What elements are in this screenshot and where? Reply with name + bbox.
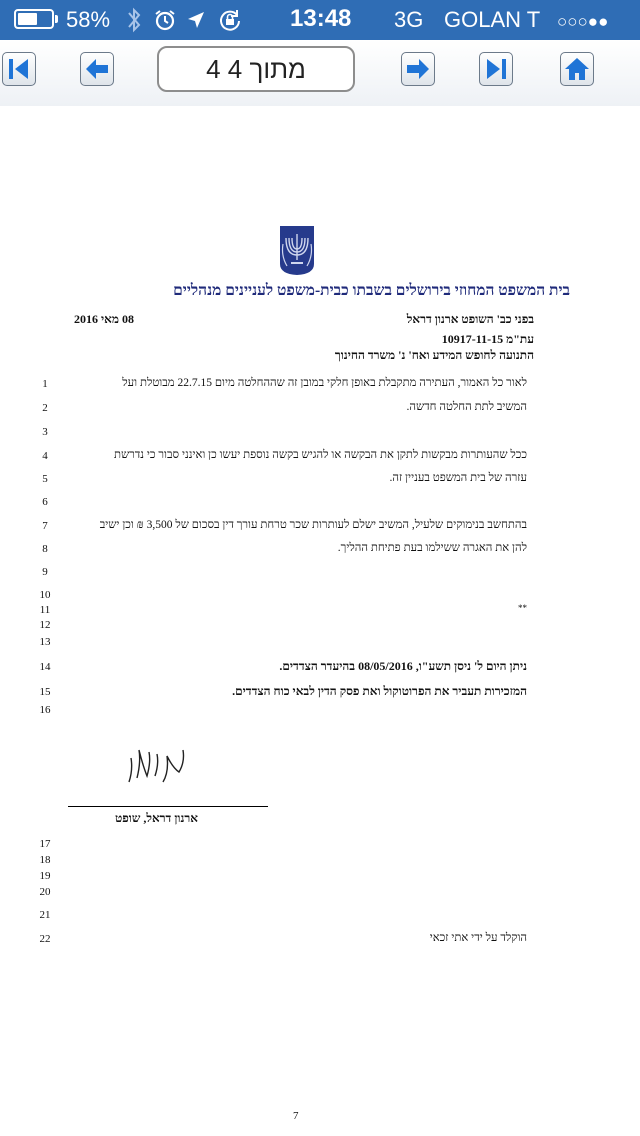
arrow-right-icon	[405, 56, 431, 82]
line-number: 21	[39, 909, 51, 921]
line-number: 11	[39, 604, 51, 616]
battery-level	[18, 13, 37, 25]
last-page-button[interactable]	[479, 52, 513, 86]
judge-signature-name: ארנון דראל, שופט	[115, 811, 198, 825]
line-number: 17	[39, 838, 51, 850]
line-number: 15	[39, 686, 51, 698]
body-line-2: המשיב לתת החלטה חדשה.	[406, 401, 527, 413]
home-icon	[564, 56, 590, 82]
line-number: 8	[42, 543, 48, 555]
first-page-button[interactable]	[2, 52, 36, 86]
line-number: 5	[42, 473, 48, 485]
line-number: 9	[42, 566, 48, 578]
line-number: 10	[39, 589, 51, 601]
network-type: 3G	[394, 7, 424, 32]
carrier-name: GOLAN T	[444, 7, 541, 32]
line-number: 19	[39, 870, 51, 882]
line-number: 16	[39, 704, 51, 716]
line-number: 4	[42, 450, 48, 462]
body-line-14: המזכירות תעביר את הפרוטוקול ואת פסק הדין לבאי כוח הצדדים.	[232, 684, 527, 698]
viewer-toolbar	[0, 40, 640, 106]
body-line-11: **	[518, 603, 527, 613]
clock-time: 13:48	[290, 5, 352, 32]
body-line-8: להן את האגרה ששילמו בעת פתיחת ההליך.	[337, 542, 527, 554]
line-number: 3	[42, 426, 48, 438]
body-line-1: לאור כל האמור, העתירה מתקבלת באופן חלקי במובן זה שההחלטה מיום 22.7.15 מבוטלת ועל	[122, 377, 527, 389]
line-number: 18	[39, 854, 51, 866]
body-line-13: ניתן היום ל' ניסן תשע"ו, 08/05/2016 בהיעדר הצדדים.	[279, 659, 527, 673]
line-number: 1	[42, 378, 48, 390]
state-emblem-icon	[277, 224, 317, 276]
signature-line	[68, 806, 268, 807]
court-title: בית המשפט המחוזי בירושלים בשבתו כבית-משפט לעניינים מנהליים	[173, 282, 570, 299]
line-number: 12	[39, 619, 51, 631]
rotation-lock-icon	[218, 8, 242, 37]
body-line-7: בהתחשב בנימוקים שלעיל, המשיב ישלם לעותרות שכר טרחת עורך דין בסכום של 3,500 ₪ וכן ישיב	[99, 519, 527, 531]
handwritten-signature	[125, 742, 195, 788]
battery-tip	[55, 15, 58, 23]
page-number: 7	[293, 1110, 299, 1122]
page-indicator[interactable]: 4 מתוך 4	[157, 46, 355, 92]
battery-icon	[14, 9, 54, 29]
previous-page-button[interactable]	[80, 52, 114, 86]
bluetooth-icon	[126, 6, 142, 39]
status-bar	[0, 0, 640, 40]
decision-date: 08 מאי 2016	[74, 312, 134, 326]
battery-percent: 58%	[66, 7, 111, 32]
line-number: 13	[39, 636, 51, 648]
typed-by: הוקלד על ידי אתי זכאי	[429, 932, 527, 944]
line-number: 20	[39, 886, 51, 898]
line-number: 14	[39, 661, 51, 673]
next-page-button[interactable]	[401, 52, 435, 86]
case-title: התנועה לחופש המידע ואח' נ' משרד החינוך	[334, 348, 534, 362]
location-icon	[186, 10, 206, 35]
document-page	[0, 106, 640, 1136]
signal-strength: ○○○●●	[557, 12, 609, 31]
first-page-icon	[6, 56, 32, 82]
last-page-icon	[483, 56, 509, 82]
home-button[interactable]	[560, 52, 594, 86]
line-number: 7	[42, 520, 48, 532]
line-number: 2	[42, 402, 48, 414]
alarm-icon	[154, 9, 176, 36]
line-number: 6	[42, 496, 48, 508]
body-line-4: ככל שהעותרות מבקשות לתקן את הבקשה או להגיש בקשה נוספת יעשו כן ואינני סבור כי נדרשת	[113, 449, 527, 461]
arrow-left-icon	[84, 56, 110, 82]
body-line-5: עזרה של בית המשפט בעניין זה.	[389, 472, 527, 484]
line-number: 22	[39, 933, 51, 945]
judge-name: בפני כב' השופט ארנון דראל	[406, 312, 534, 326]
case-number: עת"מ 10917-11-15	[441, 332, 534, 346]
